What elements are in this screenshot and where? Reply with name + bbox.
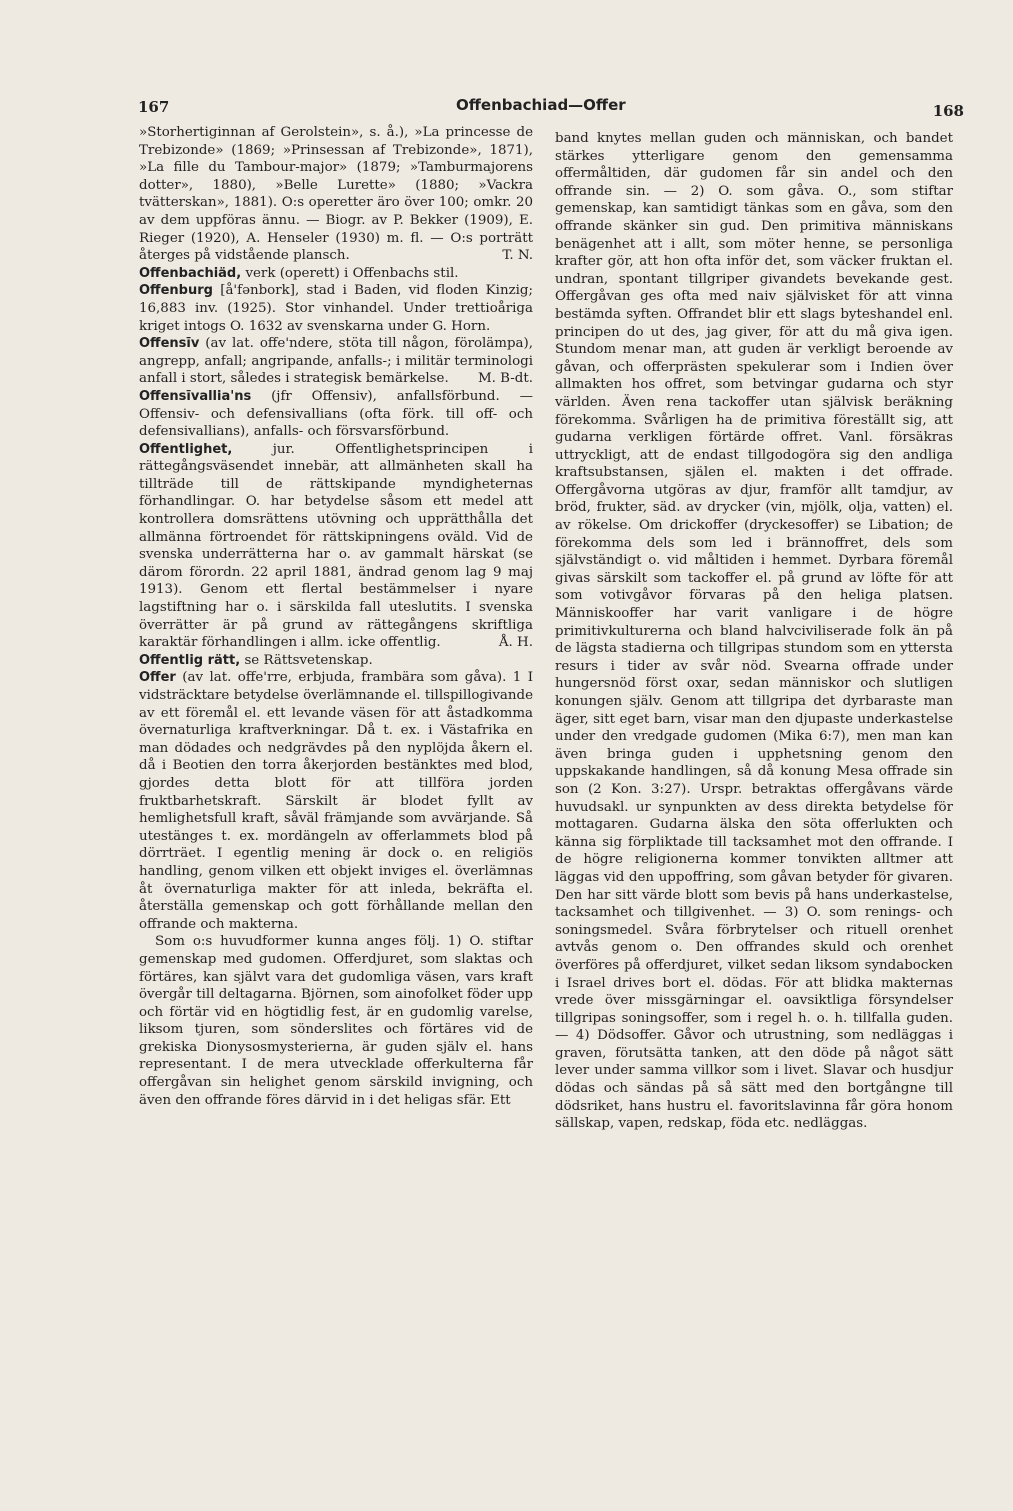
entry-offer-forms: Som o:s huvudformer kunna anges följ. 1) O. stiftar gemenskap med gudomen. Offerdjuret, som slaktas och förtäres, kan självt vara det gudomliga väsen, vars kraft övergår till deltagarna. Björnen, som ainofolket föder upp och förtär vid en högtidlig fest, är en gudomlig varelse, liksom tjuren, som sönderslites och förtäres vid de grekiska Dionysosmysterierna, är guden själv el. hans representant. I de mera utvecklade offerkulterna får offergåvan sin helighet genom särskild invigning, och även den offrande föres därvid in i det heligas sfär. Ett bbox=[139, 934, 533, 1108]
page-number-left: 167 bbox=[138, 98, 170, 116]
entry-offenburg: Offenburg [å'fənbork], stad i Baden, vid floden Kinzig; 16,883 inv. (1925). Stor vinhandel. Under trettioåriga kriget intogs O. 1632 av svenskarna under G. Horn. bbox=[139, 283, 534, 334]
entry-offer-continued: band knytes mellan guden och människan, och bandet stärkes ytterligare genom den gemensamma offermåltiden, där gudomen får sin andel och den offrande sin. — 2) O. som gåva. O., som stiftar gemenskap, kan samtidigt tänkas som en gåva, som den offrande skänker sin gud. Den primitiva människans benägenhet att i allt, som möter henne, se personliga krafter gör, att hon ofta inför det, som väcker fruktan el. undran, spontant tillgriper givandets bevekande gest. Offergåvan ges ofta med naiv självisket för att vinna bestämda syften. Offrandet blir ett slags byteshandel enl. principen do ut des, jag giver, för att du må giva igen. Stundom menar man, att guden är verkligt beroende av gåvan, och offerprästen spekulerar som i Indien över allmakten hos offret, som betvingar gudarna och styr världen. Även rena tackoffer utan självisk beräkning förekomma. Svårligen ha de primitiva föreställt sig, att gudarna verkligen förtärde offret. Vanl. försäkras uttryckligt, att de endast tillgodogöra sig den andliga kraftsubstansen, själen el. makten i det offrade. Offergåvorna utgöras av djur, framför allt tamdjur, av bröd, frukter, säd. av drycker (vin, mjölk, olja, vatten) el. av rökelse. Om drickoffer (dryckesoffer) se Libation; de förekomma dels som led i brännoffret, dels som självständigt o. vid måltiden i hemmet. Dyrbara föremål givas särskilt som tackoffer el. på grund av löfte för att som votivgåvor förvaras på den heliga platsen. Människooffer har varit vanligare i de högre primitivkulturerna och bland halvciviliserade folk än på de lägsta stadierna och tillgripas stundom som en yttersta resurs i tider av svår nöd. Svearna offrade under hungersnöd först oxar, sedan människor och slutligen konungen själv. Genom att tillgripa det dyrbaraste man äger, sitt eget barn, visar man den djupaste underkastelse under den vredgade gudomen (Mika 6:7), men man kan även bringa guden i upphetsning genom den uppskakande handlingen, så då konung Mesa offrade sin son (2 Kon. 3:27). Urspr. betraktas offergåvans värde huvudsakl. ur synpunkten av dess direkta betydelse för mottagaren. Gudarna älska den söta offerlukten och känna sig förpliktade till tacksamhet mot den offrande. I de högre religionerna kommer tonvikten alltmer att läggas vid den uppoffring, som gåvan betyder för givaren. Den har sitt värde blott som bevis på hans underkastelse, tacksamhet och tillgivenhet. — 3) O. som renings- och soningsmedel. Svåra förbrytelser och rituell orenhet avtvås genom o. Den offrandes skuld och orenhet överföres på offerdjuret, vilket sedan liksom syndabocken i Israel drives bort el. dödas. För att blidka makternas vrede över missgärningar el. oavsiktliga försyndelser tillgripas soningsoffer, som i regel h. o. h. tillfalla guden. — 4) Dödsoffer. Gåvor och utrustning, som nedläggas i graven, förutsätta tanken, att den döde på något sätt lever under samma villkor som i livet. Slavar och husdjur dödas och sändas på så sätt med den bortgångne till dödsriket, hans hustru el. favoritslavinna får göra honom sällskap, vapen, redskap, föda etc. nedläggas. bbox=[555, 131, 953, 1132]
headword: Offensīvallia'ns bbox=[139, 388, 252, 404]
page-header bbox=[138, 90, 964, 120]
left-column bbox=[139, 124, 533, 1109]
running-title: Offenbachiad—Offer bbox=[456, 96, 626, 114]
entry-offensivallians: Offensīvallia'ns (jfr Offensiv), anfallsförbund. — Offensiv- och defensivallians (ofta förk. till off- och defensivallians), anfalls- och försvarsförbund. bbox=[139, 388, 533, 440]
author-signature: Å. H. bbox=[498, 635, 533, 651]
headword: Offenbachiäd, bbox=[139, 265, 242, 281]
headword: Offentlighet, bbox=[139, 441, 233, 457]
entry-offentlig-ratt: Offentlig rätt, se Rättsvetenskap. bbox=[139, 652, 373, 668]
entry-offenbachiad: Offenbachiäd, verk (operett) i Offenbachs stil. bbox=[139, 265, 459, 281]
entry-offensiv: Offensīv (av lat. offe'ndere, stöta till någon, förolämpa), angrepp, anfall; angripande, anfalls-; i militär terminologi anfall i stort, således i strategisk bemärkelse. M. B-dt. bbox=[139, 336, 534, 387]
entry-offenbach-continued: »Storhertiginnan af Gerolstein», s. å.), »La princesse de Trebizonde» (1869; »Prinsessan af Trebizonde», 1871), »La fille du Tambour-major» (1879; »Tamburmajorens dotter», 1880), »Belle Lurette» (1880; »Vackra tvätterskan», 1881). O:s operetter äro över 100; omkr. 20 av dem uppföras ännu. — Biogr. av P. Bekker (1909), E. Rieger (1920), A. Henseler (1930) m. fl. — O:s porträtt återges på vidstående plansch. T. N. bbox=[139, 125, 533, 264]
right-column bbox=[555, 130, 953, 1133]
headword: Offentlig rätt, bbox=[139, 652, 241, 668]
headword: Offenburg bbox=[139, 283, 213, 299]
page-number-right: 168 bbox=[932, 102, 964, 120]
headword: Offer bbox=[139, 670, 176, 686]
headword: Offensīv bbox=[139, 336, 200, 352]
entry-offentlighet: Offentlighet, jur. Offentlighetsprincipen i rättegångsväsendet innebär, att allmänheten skall ha tillträde till de rättskipande myndigheternas förhandlingar. O. har betydelse såsom ett medel att kontrollera domsrättens utövning och upprätthålla det allmänna förtroendet för rättskipningens oväld. Vid de svenska underrätterna har o. av gammalt härskat (se därom förordn. 22 april 1881, ändrad genom lag 9 maj 1913). Genom ett flertal bestämmelser i nyare lagstiftning har o. i särskilda fall uteslutits. I svenska överrätter är på grund av rättegångens skriftliga karaktär förhandlingen i allm. icke offentlig. Å. H. bbox=[139, 441, 533, 651]
author-signature: T. N. bbox=[502, 248, 533, 264]
entry-offer: Offer (av lat. offe'rre, erbjuda, frambära som gåva). 1 I vidsträcktare betydelse överlämnande el. tillspillogivande av ett föremål el. ett levande väsen för att åstadkomma övernaturliga kraftverkningar. Då t. ex. i Västafrika en man dödades och nedgrävdes på den nyplöjda åkern el. då i Beotien den torra åkerjorden bestänktes med blod, gjordes detta blott för att tillföra jorden fruktbarhetskraft. Särskilt är blodet fyllt av hemlighetsfull kraft, såväl främjande som avvärjande. Så utestänges t. ex. mordängeln av offerlammets blod på dörrträet. I egentlig mening är dock o. en religiös handling, genom vilken ett objekt inviges el. överlämnas åt övernaturliga makter för att inleda, bekräfta el. återställa gemenskap och gott förhållande mellan den offrande och makterna. bbox=[139, 670, 533, 932]
author-signature: M. B-dt. bbox=[477, 371, 533, 387]
